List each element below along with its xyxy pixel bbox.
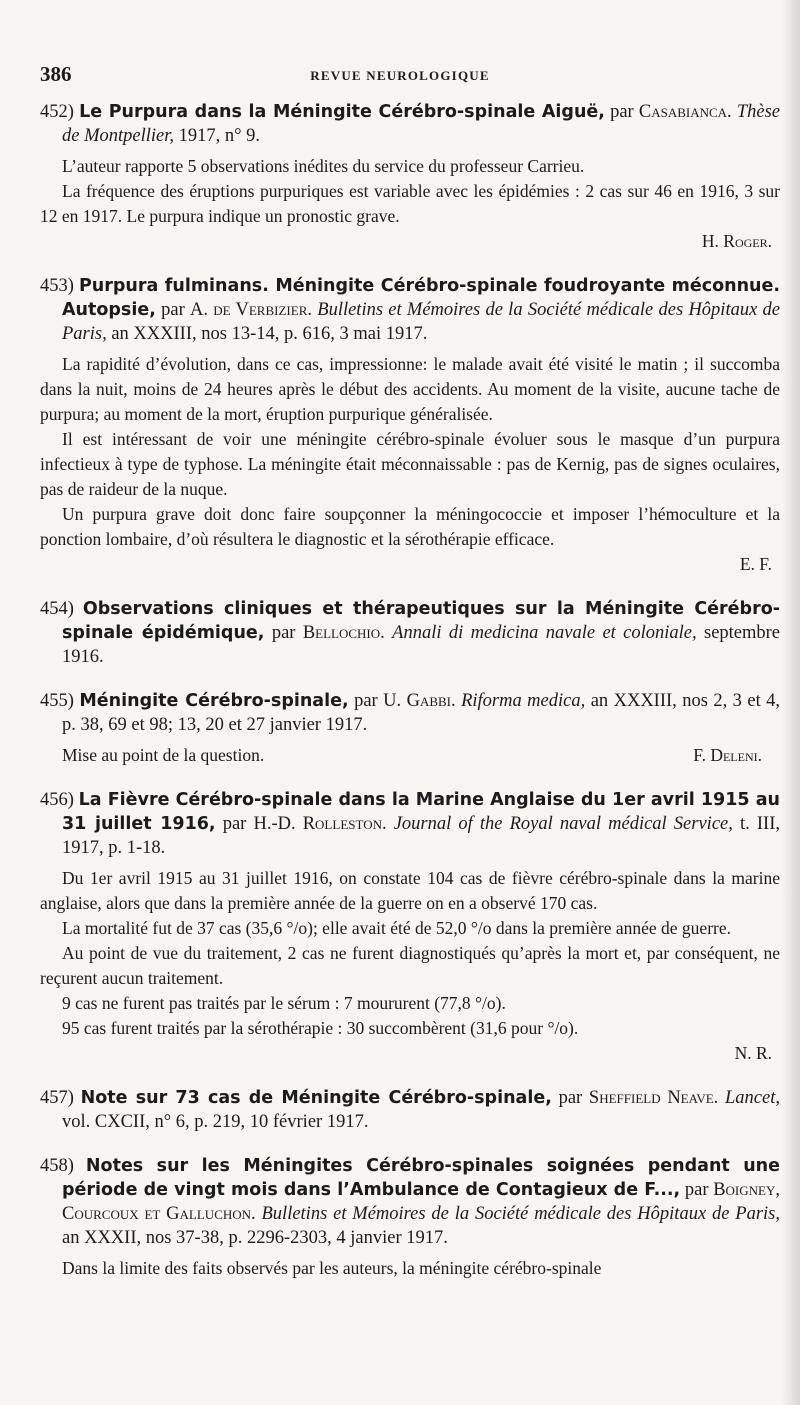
abstract-title: [40, 274, 780, 346]
page-number: 386: [40, 62, 72, 86]
abstract-number: 455): [40, 691, 74, 711]
abstract-author: H.-D. Rolleston.: [253, 814, 387, 834]
abstract-details: septembre 1916.: [62, 623, 781, 667]
abstract-author: Sheffield Neave.: [588, 1088, 719, 1108]
par-word: par: [684, 1180, 709, 1200]
abstract-author: U. Gabbi.: [383, 691, 456, 711]
par-word: par: [161, 300, 185, 320]
abstract-details: an XXXIII, nos 2, 3 et 4, p. 38, 69 et 98; 13, 20 et 27 janvier 1917.: [62, 691, 781, 735]
abstract-heading: Le Purpura dans la Méningite Cérébro-spinale Aiguë,: [79, 102, 605, 122]
abstract-source: Riforma medica,: [461, 691, 586, 711]
abstract-paragraph: Au point de vue du traitement, 2 cas ne furent diagnostiqués qu’après la mort et, par conséquent, ne reçurent aucun traitement.: [40, 943, 780, 988]
page-content: [40, 100, 780, 1281]
abstract-title: [40, 1154, 780, 1250]
abstract-details: an XXXIII, nos 13-14, p. 616, 3 mai 1917.: [111, 324, 428, 344]
abstract-number: 453): [40, 276, 74, 296]
abstract-title: [40, 788, 780, 860]
abstract-455: [40, 689, 780, 768]
abstract-signature: H. Roger.: [701, 231, 772, 251]
abstract-title: [40, 1086, 780, 1134]
note-signature-row: [40, 743, 780, 768]
abstract-heading: La Fièvre Cérébro-spinale dans la Marine Anglaise du 1er avril 1915 au 31 juillet 1916,: [62, 790, 780, 834]
abstract-author: A. de Verbizier.: [190, 300, 312, 320]
abstract-author: Boigney, Courcoux et Galluchon.: [62, 1180, 780, 1224]
abstract-details: t. III, 1917, p. 1-18.: [62, 814, 780, 858]
abstract-458: [40, 1154, 780, 1281]
abstract-paragraph: La mortalité fut de 37 cas (35,6 °/o); elle avait été de 52,0 °/o dans la première année de guerre.: [62, 918, 731, 938]
page-header: [40, 62, 760, 92]
running-title: REVUE NEUROLOGIQUE: [310, 68, 490, 83]
abstract-paragraph: Il est intéressant de voir une méningite cérébro-spinale évoluer sous le masque d’un purpura infectieux à type de typhose. La méningite était méconnaissable : pas de Kernig, pas de signes oculaires, pas de raideur de la nuque.: [40, 429, 780, 499]
abstract-source: Bulletins et Mémoires de la Société médicale des Hôpitaux de Paris,: [261, 1204, 780, 1224]
abstract-number: 456): [40, 790, 74, 810]
abstract-author: Casabianca.: [638, 102, 732, 122]
abstract-note: Mise au point de la question.: [62, 745, 265, 765]
abstract-source: Bulletins et Mémoires de la Société médicale des Hôpitaux de Paris,: [62, 300, 781, 344]
abstract-details: 1917, n° 9.: [178, 126, 261, 146]
abstract-heading: Note sur 73 cas de Méningite Cérébro-spinale,: [80, 1088, 552, 1108]
abstract-454: [40, 597, 780, 669]
par-word: par: [558, 1088, 583, 1108]
abstract-453: [40, 274, 780, 577]
abstract-number: 454): [40, 599, 74, 619]
abstract-heading: Notes sur les Méningites Cérébro-spinales soignées pendant une période de vingt mois dans l’Ambulance de Contagieux de F...,: [62, 1156, 781, 1200]
abstract-number: 458): [40, 1156, 74, 1176]
abstract-paragraph: Dans la limite des faits observés par les auteurs, la méningite cérébro-spinale: [62, 1258, 602, 1278]
abstract-signature: F. Deleni.: [693, 745, 762, 765]
abstract-title: [40, 689, 780, 737]
par-word: par: [271, 623, 296, 643]
abstract-452: [40, 100, 780, 254]
abstract-title: [40, 597, 780, 669]
abstract-details: an XXXII, nos 37-38, p. 2296-2303, 4 janvier 1917.: [62, 1228, 448, 1248]
abstract-paragraph: La fréquence des éruptions purpuriques est variable avec les épidémies : 2 cas sur 46 en 1916, 3 sur 12 en 1917. Le purpura indique un pronostic grave.: [40, 181, 780, 226]
abstract-number: 452): [40, 102, 74, 122]
abstract-signature: N. R.: [734, 1043, 772, 1063]
abstract-source: Thèse de Montpellier,: [62, 102, 781, 146]
par-word: par: [354, 691, 378, 711]
abstract-paragraph: L’auteur rapporte 5 observations inédites du service du professeur Carrieu.: [62, 156, 585, 176]
abstract-paragraph: 9 cas ne furent pas traités par le sérum : 7 moururent (77,8 °/o).: [62, 993, 506, 1013]
abstract-signature: E. F.: [739, 554, 772, 574]
abstract-457: [40, 1086, 780, 1134]
abstract-paragraph: 95 cas furent traités par la sérothérapie : 30 succombèrent (31,6 pour °/o).: [62, 1018, 579, 1038]
abstract-source: Lancet,: [725, 1088, 780, 1108]
par-word: par: [222, 814, 247, 834]
abstract-heading: Méningite Cérébro-spinale,: [79, 691, 349, 711]
abstract-paragraph: Un purpura grave doit donc faire soupçonner la méningococcie et imposer l’hémoculture et la ponction lombaire, d’où résultera le diagnostic et la sérothérapie efficace.: [40, 504, 780, 549]
abstract-heading: Purpura fulminans. Méningite Cérébro-spinale foudroyante méconnue. Autopsie,: [62, 276, 781, 320]
scan-shadow-edge: [782, 0, 800, 1405]
par-word: par: [610, 102, 634, 122]
abstract-paragraph: Du 1er avril 1915 au 31 juillet 1916, on constate 104 cas de fièvre cérébro-spinale dans la marine anglaise, alors que dans la première année de la guerre on en a observé 170 cas.: [40, 868, 780, 913]
abstract-details: vol. CXCII, n° 6, p. 219, 10 février 1917.: [62, 1112, 369, 1132]
abstract-paragraph: La rapidité d’évolution, dans ce cas, impressionne: le malade avait été visité le matin ; il succomba dans la nuit, moins de 24 heures après le début des accidents. Au moment de la visite, aucune tache de purpura; au moment de la mort, éruption purpurique généralisée.: [40, 354, 780, 424]
abstract-title: [40, 100, 780, 148]
abstract-source: Journal of the Royal naval médical Service,: [393, 814, 733, 834]
abstract-number: 457): [40, 1088, 74, 1108]
abstract-source: Annali di medicina navale et coloniale,: [392, 623, 697, 643]
abstract-author: Bellochio.: [302, 623, 385, 643]
abstract-456: [40, 788, 780, 1066]
abstract-heading: Observations cliniques et thérapeutiques sur la Méningite Cérébro-spinale épidémique,: [62, 599, 780, 643]
